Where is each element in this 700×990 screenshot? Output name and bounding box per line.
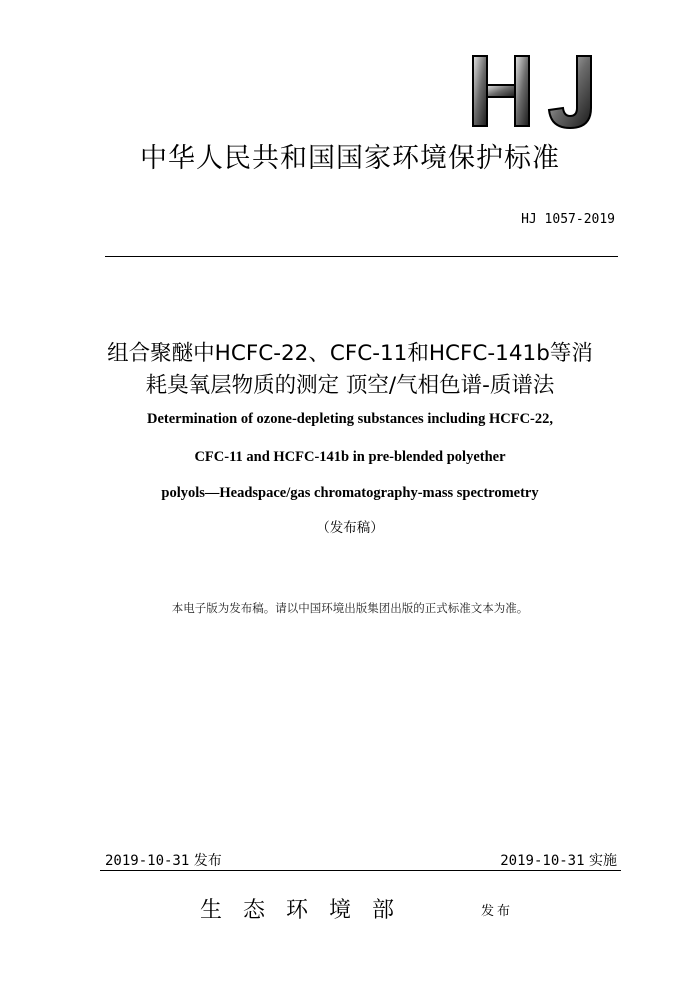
hj-logo: [465, 52, 605, 130]
publisher-suffix: 发布: [481, 904, 514, 919]
implementation-date: [500, 850, 617, 870]
hj-logo-graphic: [465, 52, 605, 130]
issue-date-value: 2019-10-31: [105, 853, 190, 869]
draft-label: （发布稿）: [316, 520, 384, 536]
hj-logo-text: HJ: [465, 52, 467, 53]
standard-number: HJ 1057-2019: [521, 212, 615, 227]
bottom-divider: [100, 870, 621, 871]
title-en-line2: CFC-11 and HCFC-141b in pre-blended polyether: [194, 449, 506, 465]
title-en-line3: polyols—Headspace/gas chromatography-mass spectrometry: [161, 485, 539, 501]
title-cn-line1: 组合聚醚中HCFC-22、CFC-11和HCFC-141b等消: [107, 341, 593, 366]
implementation-date-label: 实施: [589, 853, 617, 869]
issue-date: [105, 850, 222, 870]
issuing-organization: 中华人民共和国国家环境保护标准: [140, 143, 560, 174]
publisher-name: 生态环境部: [200, 898, 416, 923]
title-en-line1: Determination of ozone-depleting substances including HCFC-22,: [147, 411, 553, 427]
implementation-date-value: 2019-10-31: [500, 853, 585, 869]
top-divider: [105, 256, 618, 257]
title-cn-line2: 耗臭氧层物质的测定 顶空/气相色谱-质谱法: [145, 373, 555, 398]
electronic-version-notice: 本电子版为发布稿。请以中国环境出版集团出版的正式标准文本为准。: [171, 601, 529, 615]
issue-date-label: 发布: [193, 853, 222, 869]
